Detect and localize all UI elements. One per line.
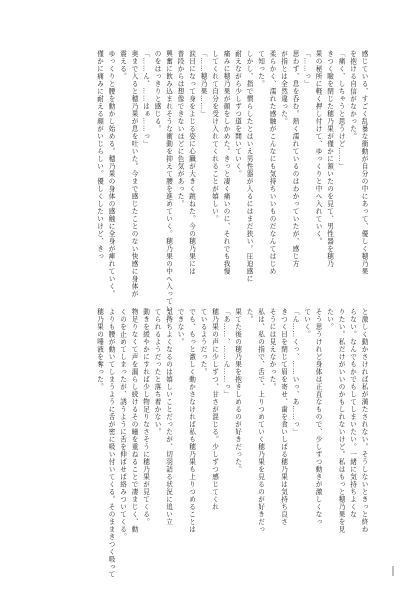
text-column: 「痛く、しちゃうと思うけど……」 [337, 50, 345, 170]
text-column: が指とは全然違った。 [279, 50, 288, 125]
text-column: 痛みに穂乃果が顔をしかめた。きっと凄く痛いのに、それでも我慢 [222, 50, 230, 275]
text-column: でも、もっと激しく動かさなければ私も穂乃果も上りつめることは [187, 308, 196, 533]
text-column: 「あ……、……ん……っ」 [222, 308, 230, 398]
text-column: 果の秘所に軽く押し付けて、ゆっくりと中へ入れていく。 [314, 50, 322, 245]
text-column: 気持ちよくなるのは嬉しいことだったが、切羽詰る状況に追い立 [164, 308, 173, 526]
text-column: 感じている、すごく乱暴な衝動が自分の中にあって、優しく穂乃果 [360, 50, 368, 275]
text-column: 柔らかく、濡れた感触がこんなにも気持ちいいものだなんてはじめ [268, 50, 276, 275]
text-column: 耐えながら少しずつ道を開いていく。 [233, 50, 242, 178]
text-column: しかし、指で慣らしたとはいえ男性器が入るにはまだ狭い。圧迫感に [245, 50, 253, 283]
text-column: そう思うけれど身体は正直なもので、少しずつ動きが激しくなっ [314, 308, 322, 526]
text-column: 興奮に飲み込まれそうな衝動を抑えて腰を進めていく。穂乃果の中へ入っていく [164, 50, 173, 320]
text-column: 「ん……くっ、……いっ、あ……っ」 [291, 308, 299, 436]
text-column: 「……ん、……はぁ……っ」 [141, 50, 150, 148]
text-column: 僅かに痛みに耐える顔がいじらしい。優しくしたいけど、きっ [95, 50, 104, 260]
text-column: と激しく動かさければ私が満たされない。そうしないときっと終わ [360, 308, 368, 533]
text-column: きつく目を閉じて眉を寄せ、歯を食いしばる穂乃果は気持ち良さ [279, 308, 288, 526]
text-column: ていく。 [302, 308, 311, 338]
text-column: 涙目になって身をよじる姿に心臓が大きく跳ねた。今の穂乃果には [187, 50, 196, 275]
text-column: よりも腰が動いてしまうように舌が密に吸い付いてくる。そのままきつく吸って [107, 308, 115, 578]
text-column: 「……っ」 [302, 50, 311, 88]
text-column: てられるようだったと落ち着かない。 [153, 308, 161, 436]
text-column: 穂乃果の声に少しずつ、甘さが混じる。少しずつ感じてくれ [210, 308, 219, 511]
text-column: 私は、私の指で、舌で、上りつめていく穂乃果を見るのが好きだっ [256, 308, 265, 533]
text-column: くのを止めてしまったが、誘うように舌を伸ばせば絡みついてくる。 [118, 308, 127, 541]
text-column: て知った。 [256, 50, 265, 88]
text-column: ているようだった。 [199, 308, 207, 376]
text-column: 思わず、息を呑む。熱く濡れているのはわかっていたが、感じ方 [291, 50, 299, 268]
page-edge-mark [392, 566, 394, 576]
text-column: らない。なんでもかでもしてしまいたい。一緒に気持ちよくな [348, 308, 357, 518]
text-column: 物足りなくて声を漏らし続けるその瞳を重ねることで凄まじく、動 [130, 308, 138, 533]
upper-text-block [93, 50, 369, 320]
text-column: 動きを緩やかにすれば少し物足りなさそうに穂乃果が見てくる。 [141, 308, 150, 526]
text-column: きつく瞼を閉じた穂乃果が僅かに頷いたのを見て、男性器を穂乃 [325, 50, 334, 268]
text-column: 果てた後の穂乃果を抱きしめるのが好きだった。 [233, 308, 242, 473]
text-column: 普段からは想像できないほどに色気があった。 [176, 50, 184, 208]
text-column: 奥まで入ると穂乃果が息を吐いた。今まで感じたことのない快感に身体が [130, 50, 138, 298]
text-column: 震える。 [118, 50, 127, 80]
text-column: 穂乃果の唾液を奪った。 [95, 308, 104, 391]
text-column: できない。 [176, 308, 184, 346]
text-column: そうには見えなかった。 [268, 308, 276, 391]
text-column: たい。 [325, 308, 334, 331]
text-column: を抱ける自信がなかった。 [348, 50, 357, 140]
lower-text-block [93, 308, 369, 578]
text-column: た。 [245, 308, 253, 323]
text-column: してくれて自分を受け入れてくれることが嬉しい。 [210, 50, 219, 223]
text-column: ゆっくりと腰を動かし始める。穂乃果の身体の感触に全身が痺れていく。 [107, 50, 115, 298]
text-column: のをはっきりと感じる。 [153, 50, 161, 133]
text-column: 「……穂乃果……」 [199, 50, 207, 118]
text-column: りたい。私だけがいいのかもしれないけど。私はもっと穂乃果を見 [337, 308, 345, 533]
